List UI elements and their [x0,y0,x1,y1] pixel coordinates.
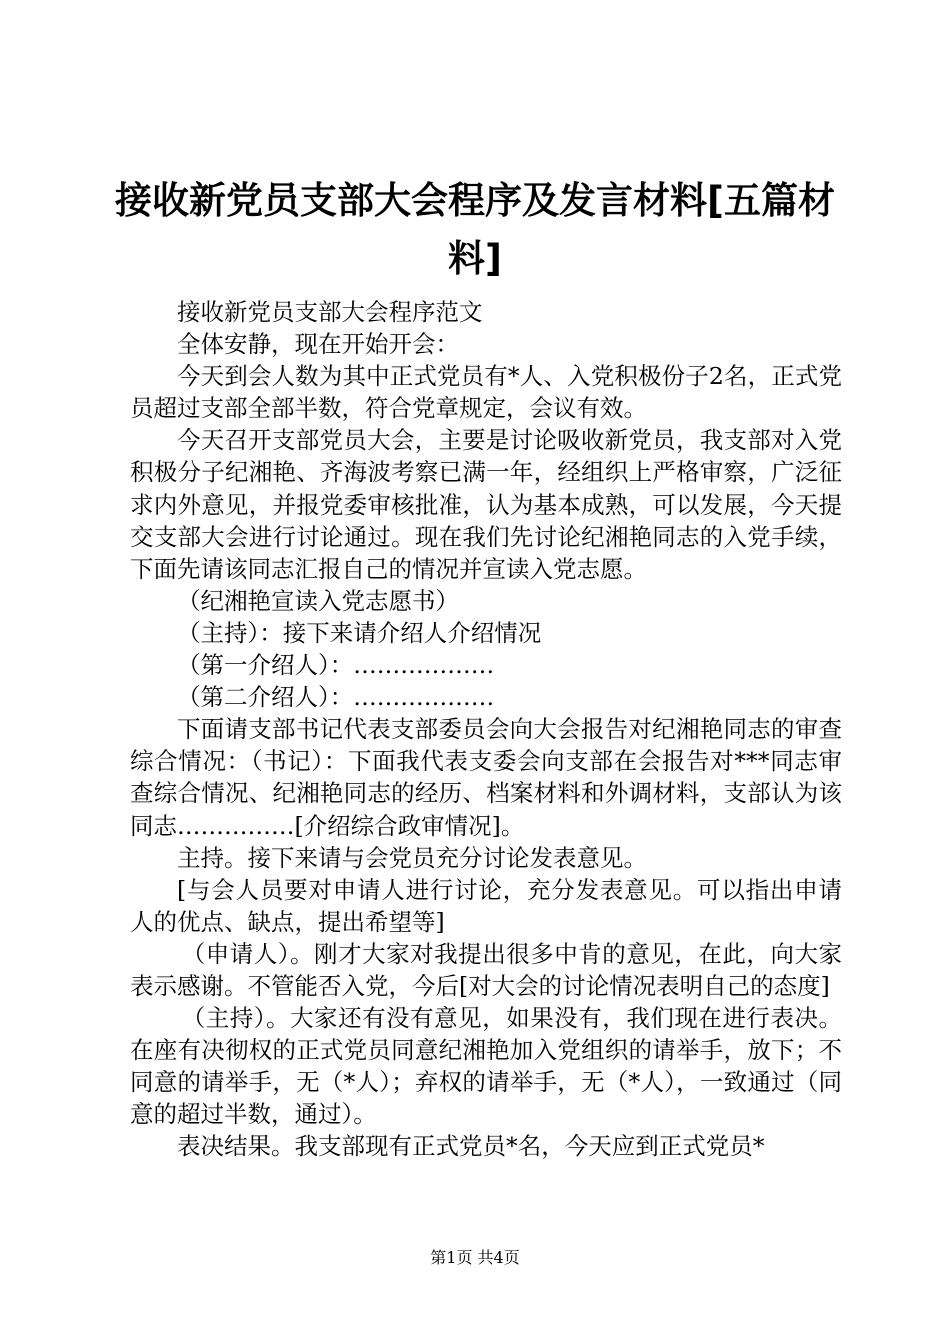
paragraph: 今天到会人数为其中正式党员有*人、入党积极份子2名，正式党员超过支部全部半数，符合党章规定，会议有效。 [130,362,842,423]
document-title: 接收新党员支部大会程序及发言材料[五篇材料] [115,179,835,280]
paragraph: 表决结果。我支部现有正式党员*名，今天应到正式党员* [177,1132,765,1161]
paragraph: （第二介绍人）：……………… [177,683,495,712]
paragraph: （申请人）。刚才大家对我提出很多中肯的意见，在此，向大家表示感谢。不管能否入党，今后[对大会的讨论情况表明自己的态度] [130,939,842,1000]
document-body [130,296,842,1163]
paragraph: [与会人员要对申请人进行讨论，充分发表意见。可以指出申请人的优点、缺点，提出希望等] [130,875,842,936]
paragraph: （纪湘艳宣读入党志愿书） [177,586,459,615]
paragraph: 全体安静，现在开始开会： [177,330,459,359]
paragraph: （主持）：接下来请介绍人介绍情况 [177,618,542,647]
paragraph: 今天召开支部党员大会，主要是讨论吸收新党员，我支部对入党积极分子纪湘艳、齐海波考察已满一年，经组织上严格审察，广泛征求内外意见，并报党委审核批准，认为基本成熟，可以发展，今天提交支部大会进行讨论通过。现在我们先讨论纪湘艳同志的入党手续，下面先请该同志汇报自己的情况并宣读入党志愿。 [130,426,842,583]
paragraph: 主持。接下来请与会党员充分讨论发表意见。 [177,843,647,872]
paragraph: 接收新党员支部大会程序范文 [177,298,483,326]
page-footer: 第1页 共4页 [430,1248,520,1267]
paragraph: 下面请支部书记代表支部委员会向大会报告对纪湘艳同志的审查综合情况：（书记）：下面我代表支委会向支部在会报告对***同志审查综合情况、纪湘艳同志的经历、档案材料和外调材料，支部认为该同志……………[介绍综合政审情况]。 [130,715,842,840]
paragraph: （第一介绍人）：……………… [177,651,495,680]
paragraph: （主持）。大家还有没有意见，如果没有，我们现在进行表决。在座有决彻权的正式党员同意纪湘艳加入党组织的请举手，放下；不同意的请举手，无（*人）；弃权的请举手，无（*人），一致通过（同意的超过半数，通过）。 [130,1004,842,1129]
